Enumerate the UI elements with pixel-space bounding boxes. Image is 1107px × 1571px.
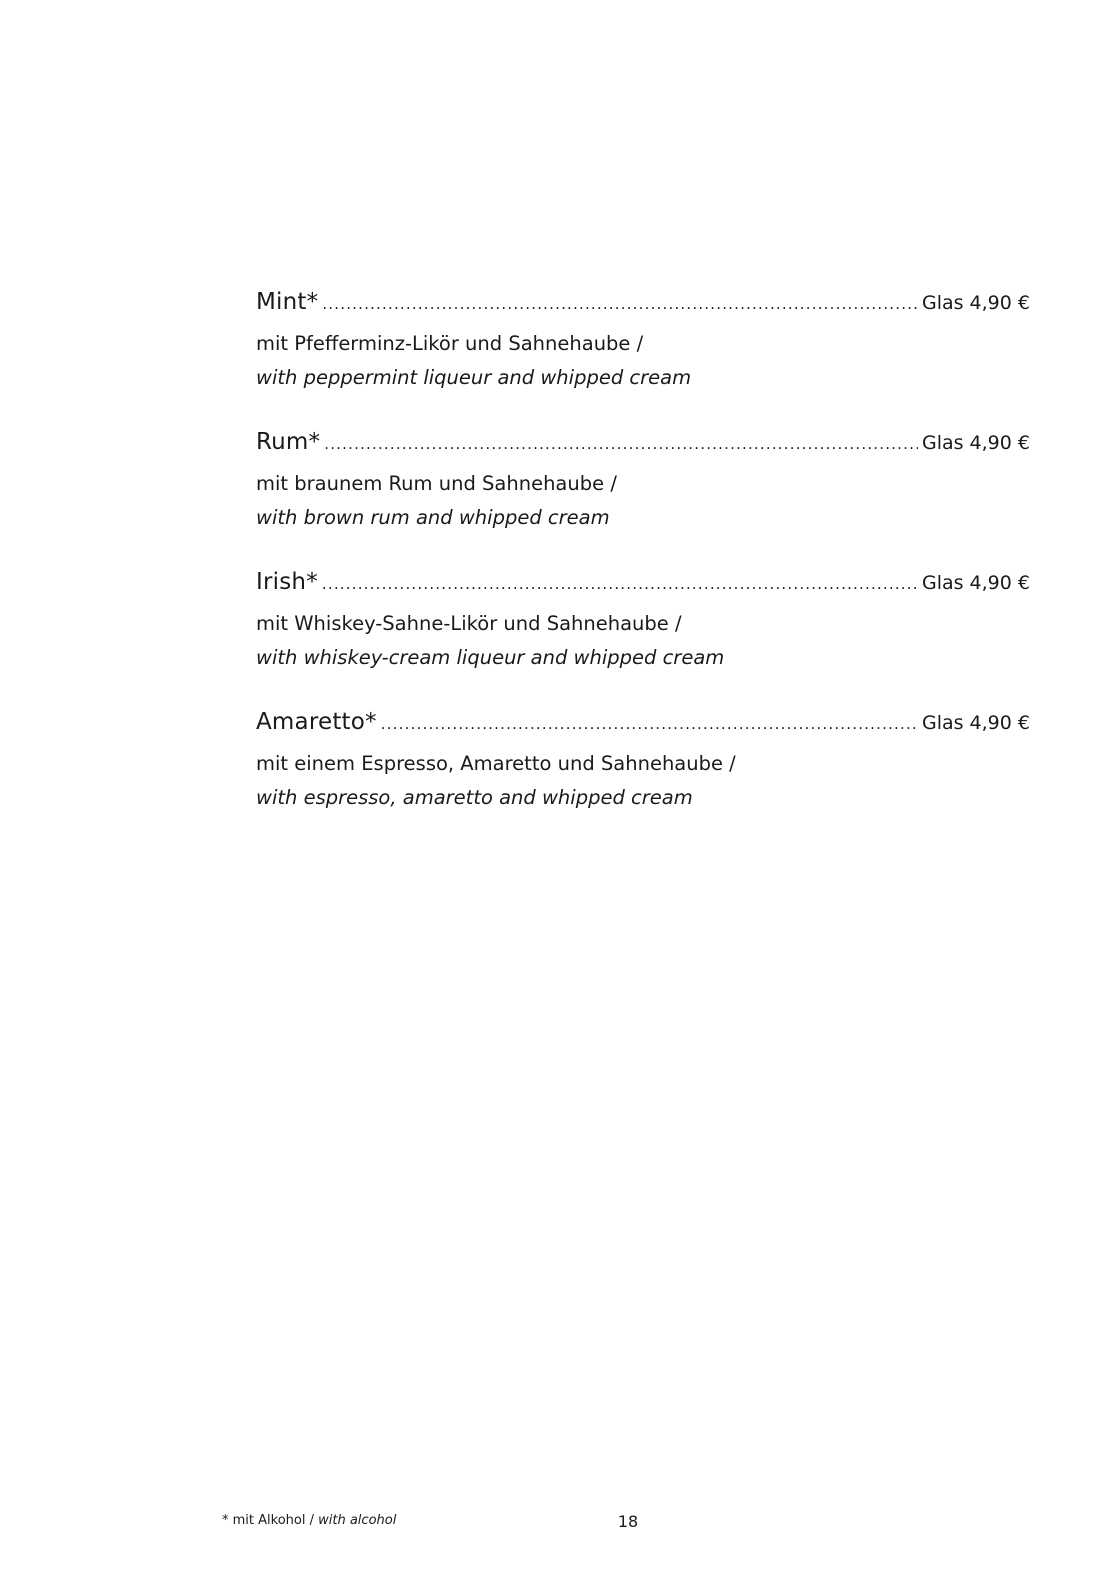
dot-leader bbox=[322, 575, 918, 593]
menu-item-rum bbox=[256, 429, 1030, 535]
menu-item-description-english: with brown rum and whipped cream bbox=[256, 506, 610, 529]
drink-menu bbox=[256, 289, 1030, 849]
menu-item-price: Glas 4,90 € bbox=[921, 572, 1030, 594]
menu-item-header bbox=[256, 569, 1030, 607]
menu-item-price: Glas 4,90 € bbox=[921, 712, 1030, 734]
page-number: 18 bbox=[617, 1512, 639, 1531]
menu-item-price: Glas 4,90 € bbox=[921, 292, 1030, 314]
menu-item-description-german: mit braunem Rum und Sahnehaube / bbox=[256, 472, 617, 495]
footnote-german: * mit Alkohol / bbox=[222, 1513, 314, 1528]
menu-item-header bbox=[256, 429, 1030, 467]
menu-item-description-english: with espresso, amaretto and whipped cream bbox=[256, 786, 693, 809]
dot-leader bbox=[324, 435, 918, 453]
menu-item-description-german: mit Pfefferminz-Likör und Sahnehaube / bbox=[256, 332, 644, 355]
menu-item-amaretto bbox=[256, 709, 1030, 815]
menu-item-description-german: mit einem Espresso, Amaretto und Sahnehaube / bbox=[256, 752, 736, 775]
menu-item-description-german: mit Whiskey-Sahne-Likör und Sahnehaube / bbox=[256, 612, 682, 635]
menu-item-name: Amaretto* bbox=[256, 709, 377, 735]
menu-item-description-english: with whiskey-cream liqueur and whipped cream bbox=[256, 646, 725, 669]
alcohol-footnote bbox=[222, 1513, 396, 1528]
dot-leader bbox=[381, 715, 918, 733]
menu-item-header bbox=[256, 289, 1030, 327]
menu-item-name: Mint* bbox=[256, 289, 319, 315]
menu-item-mint bbox=[256, 289, 1030, 395]
menu-item-name: Rum* bbox=[256, 429, 321, 455]
menu-item-irish bbox=[256, 569, 1030, 675]
footnote-english: with alcohol bbox=[318, 1513, 397, 1528]
dot-leader bbox=[322, 295, 918, 313]
menu-item-description-english: with peppermint liqueur and whipped cream bbox=[256, 366, 692, 389]
menu-item-header bbox=[256, 709, 1030, 747]
menu-item-price: Glas 4,90 € bbox=[921, 432, 1030, 454]
menu-item-name: Irish* bbox=[256, 569, 318, 595]
